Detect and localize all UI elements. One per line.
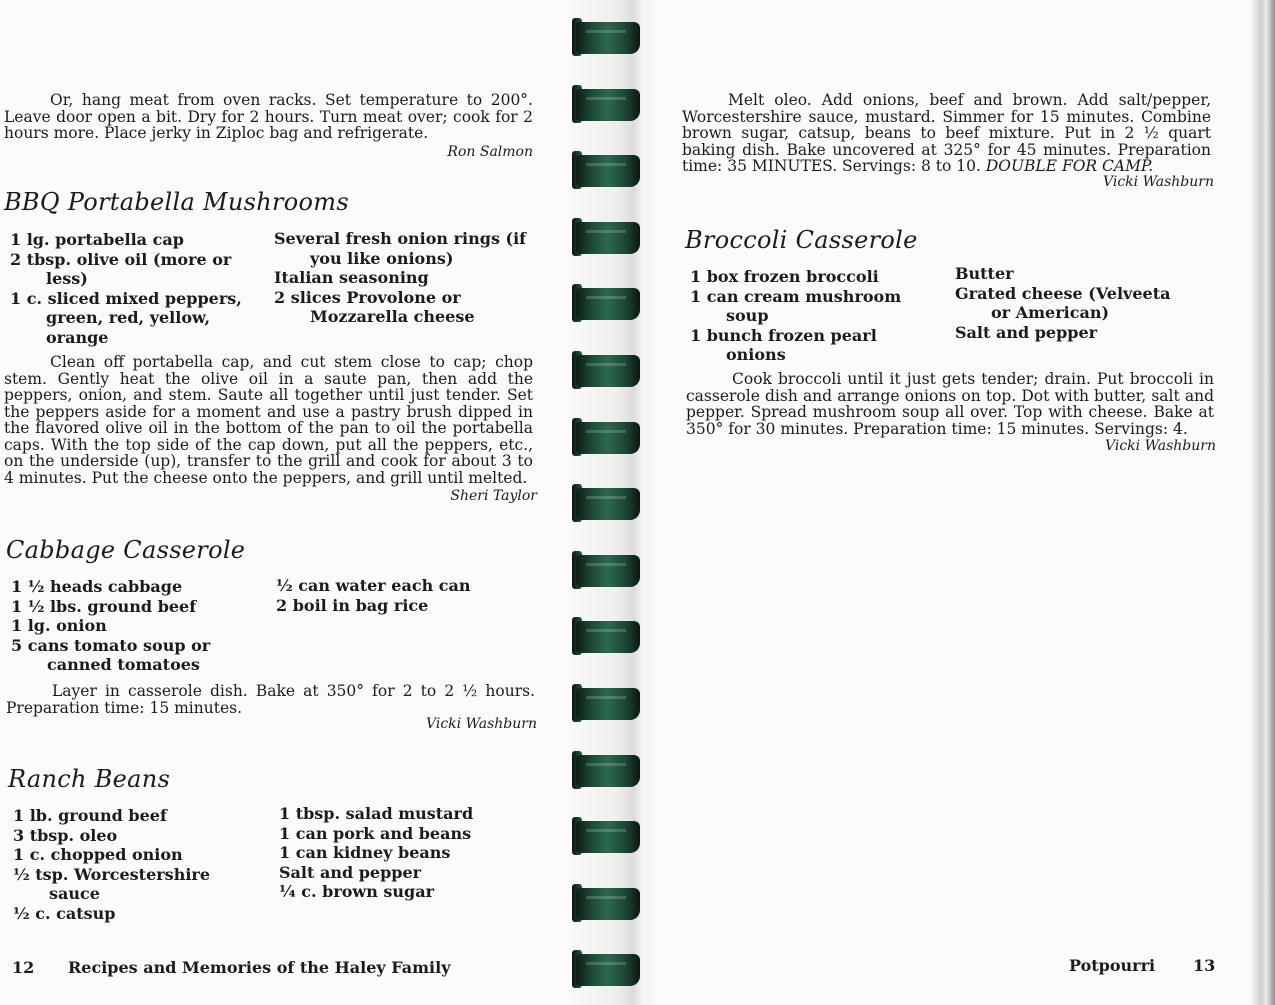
broccoli-ingredients-right bbox=[955, 264, 1190, 342]
ranch-ingredients-left bbox=[13, 806, 243, 924]
ingredient: Butter bbox=[955, 264, 1014, 283]
ingredient: 1 lg. onion bbox=[11, 616, 107, 636]
coil-shine bbox=[586, 563, 626, 566]
coil-band bbox=[576, 355, 640, 387]
cabbage-title: Cabbage Casserole bbox=[6, 536, 246, 564]
ingredient: ½ c. catsup bbox=[13, 903, 116, 923]
coil-band bbox=[576, 89, 640, 121]
binding-coil bbox=[572, 18, 640, 56]
coil-shine bbox=[586, 496, 626, 499]
ranch-directions-text: Melt oleo. Add onions, beef and brown. Add salt/pepper, Worcestershire sauce, mustard. Simmer for 15 minutes. Combine brown sugar, catsup, beans to beef mixture. Put in 2 ½ quart baking dish. Bake uncovered at 325° for 45 minutes. Preparation time: 35 MINUTES. Servings: 8 to 10. bbox=[682, 91, 1211, 175]
ingredient: ¼ c. brown sugar bbox=[279, 882, 435, 902]
binding-coil bbox=[572, 418, 640, 456]
ingredient: 1 bunch frozen pearl onions bbox=[690, 325, 877, 365]
coil-shine bbox=[586, 896, 626, 899]
binding-coil bbox=[572, 218, 640, 256]
ingredient: Salt and pepper bbox=[279, 862, 422, 882]
ingredient: 1 tbsp. salad mustard bbox=[279, 804, 474, 823]
binding-coil bbox=[572, 484, 640, 522]
ingredient: 1 c. sliced mixed peppers, green, red, yellow, orange bbox=[10, 288, 242, 347]
ingredient: 1 lb. ground beef bbox=[13, 806, 167, 825]
ingredient: 2 slices Provolone or Mozzarella cheese bbox=[274, 287, 475, 327]
binding-coil bbox=[572, 817, 640, 855]
coil-band bbox=[576, 155, 640, 187]
book-title-footer: Recipes and Memories of the Haley Family bbox=[68, 958, 451, 977]
ingredient: Salt and pepper bbox=[955, 322, 1098, 342]
ingredient: 1 can pork and beans bbox=[279, 823, 472, 843]
section-name-footer: Potpourri bbox=[1069, 956, 1156, 975]
binding-coil bbox=[572, 551, 640, 589]
ranch-ingredients-right bbox=[279, 804, 539, 902]
binding-coil bbox=[572, 284, 640, 322]
coil-shine bbox=[586, 97, 626, 100]
coil-shine bbox=[586, 363, 626, 366]
coil-band bbox=[576, 488, 640, 520]
page-edge bbox=[1250, 0, 1275, 1005]
ingredient: Grated cheese (Velveeta or American) bbox=[955, 283, 1171, 323]
ingredient: 3 tbsp. oleo bbox=[13, 825, 118, 845]
coil-band bbox=[576, 22, 640, 54]
coil-band bbox=[576, 288, 640, 320]
broccoli-credit: Vicki Washburn bbox=[1104, 438, 1216, 454]
ingredient: 1 lg. portabella cap bbox=[10, 230, 184, 249]
binding-coil bbox=[572, 617, 640, 655]
cabbage-credit: Vicki Washburn bbox=[425, 716, 537, 732]
broccoli-directions: Cook broccoli until it just gets tender; drain. Put broccoli in casserole dish and arrange onions on top. Dot with butter, salt and pepper. Spread mushroom soup all over. Top with cheese. Bake at 350° for 30 minutes. Preparation time: 15 minutes. Servings: 4. bbox=[686, 370, 1214, 438]
coil-shine bbox=[586, 696, 626, 699]
ingredient: 2 tbsp. olive oil (more or less) bbox=[10, 249, 232, 289]
coil-band bbox=[576, 821, 640, 853]
portabella-ingredients-left bbox=[10, 230, 250, 348]
broccoli-title: Broccoli Casserole bbox=[685, 226, 918, 254]
coil-band bbox=[576, 888, 640, 920]
coil-shine bbox=[586, 296, 626, 299]
coil-shine bbox=[586, 962, 626, 965]
portabella-credit: Sheri Taylor bbox=[450, 488, 537, 504]
ranch-credit: Vicki Washburn bbox=[1102, 174, 1214, 190]
coil-shine bbox=[586, 30, 626, 33]
coil-band bbox=[576, 755, 640, 787]
portabella-ingredients-right bbox=[274, 229, 544, 327]
jerky-credit: Ron Salmon bbox=[447, 144, 533, 160]
coil-band bbox=[576, 688, 640, 720]
binding-coil bbox=[572, 884, 640, 922]
coil-band bbox=[576, 621, 640, 653]
ingredient: Italian seasoning bbox=[274, 268, 429, 288]
cabbage-directions: Layer in casserole dish. Bake at 350° for 2 to 2 ½ hours. Preparation time: 15 minutes. bbox=[6, 682, 535, 717]
binding-coil bbox=[572, 351, 640, 389]
ingredient: 5 cans tomato soup or canned tomatoes bbox=[11, 635, 211, 675]
binding-coil bbox=[572, 151, 640, 189]
ingredient: 1 box frozen broccoli bbox=[690, 267, 879, 286]
ranch-title: Ranch Beans bbox=[8, 765, 171, 793]
coil-band bbox=[576, 422, 640, 454]
binding-coil bbox=[572, 751, 640, 789]
cabbage-ingredients-left bbox=[11, 577, 241, 675]
coil-shine bbox=[586, 763, 626, 766]
ingredient: 2 boil in bag rice bbox=[276, 595, 429, 615]
ingredient: 1 can kidney beans bbox=[279, 843, 451, 863]
ingredient: ½ tsp. Worcestershire sauce bbox=[13, 864, 211, 904]
coil-band bbox=[576, 222, 640, 254]
ingredient: ½ can water each can bbox=[276, 576, 471, 595]
coil-shine bbox=[586, 163, 626, 166]
ingredient: Several fresh onion rings (if you like onions) bbox=[274, 229, 527, 268]
binding-coil bbox=[572, 950, 640, 988]
coil-shine bbox=[586, 230, 626, 233]
cabbage-ingredients-right bbox=[276, 576, 536, 615]
coil-shine bbox=[586, 629, 626, 632]
jerky-directions: Or, hang meat from oven racks. Set temperature to 200°. Leave door open a bit. Dry for 2 hours. Turn meat over; cook for 2 hours more. Place jerky in Ziploc bag and refrigerate. bbox=[4, 91, 533, 142]
broccoli-ingredients-left bbox=[690, 267, 915, 365]
ingredient: 1 ½ lbs. ground beef bbox=[11, 596, 197, 616]
ingredient: 1 can cream mushroom soup bbox=[690, 286, 902, 326]
ingredient: 1 c. chopped onion bbox=[13, 845, 183, 865]
coil-band bbox=[576, 555, 640, 587]
binding-coil bbox=[572, 85, 640, 123]
ingredient: 1 ½ heads cabbage bbox=[11, 577, 183, 596]
left-page-number: 12 bbox=[12, 958, 35, 977]
ranch-directions bbox=[682, 92, 1211, 175]
coil-band bbox=[576, 954, 640, 986]
portabella-directions: Clean off portabella cap, and cut stem close to cap; chop stem. Gently heat the olive oil in a saute pan, then add the peppers, onion, and stem. Saute all together until just tender. Set the peppers aside for a moment and use a pastry brush dipped in the flavored olive oil in the bottom of the pan to oil the portabella caps. With the top side of the cap down, put all the peppers, etc., on the underside (up), transfer to the grill and cook for about 3 to 4 minutes. Put the cheese onto the peppers, and grill until melted. bbox=[4, 353, 533, 487]
coil-shine bbox=[586, 430, 626, 433]
ranch-note: DOUBLE FOR CAMP. bbox=[985, 157, 1154, 175]
coil-shine bbox=[586, 829, 626, 832]
portabella-title: BBQ Portabella Mushrooms bbox=[4, 188, 349, 216]
binding-coil bbox=[572, 684, 640, 722]
right-page-number: 13 bbox=[1193, 956, 1216, 975]
